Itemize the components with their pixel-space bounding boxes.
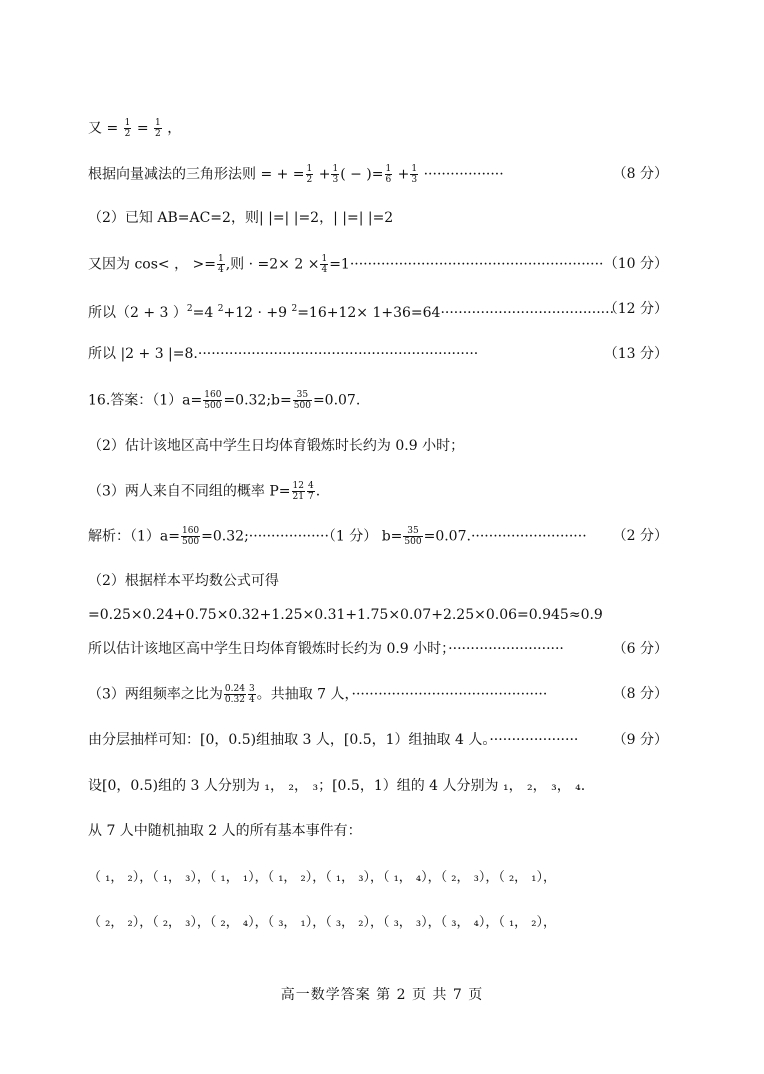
text: （ ₂， ₂），（ ₂， ₃），（ ₂， ₄），（ ₃， ₁），（ ₃， ₂），（ ₃， ₃），（ ₃， ₄），（ ₁， ₂）， [88,915,557,930]
score-label: （8 分） [612,686,668,702]
exponent: 2 [217,304,224,314]
text: ,则 · =2× 2 × [225,256,320,273]
fraction: $\frac{1}{6}$ [385,164,392,185]
text: 又因为 cos< ， >= [88,256,216,273]
fraction: $\frac{160}{500}$ [204,390,222,411]
fraction: $\frac{4}{7}$ [307,481,314,502]
score-label: （6 分） [612,641,668,657]
fraction: $\frac{35}{500}$ [293,390,311,411]
text: （2）估计该地区高中学生日均体育锻炼时长约为 0.9 小时； [88,438,465,454]
text: （3）两组频率之比为 [88,686,223,703]
text: =16+12× 1+36=64······································· [297,305,615,321]
exponent: 2 [186,304,193,314]
score-label: （9 分） [612,732,668,748]
text: 从 7 人中随机抽取 2 人的所有基本事件有： [88,823,362,839]
text: ·················· [419,166,504,183]
text: 所以（2 + 3 ） [88,305,187,321]
fraction: $\frac{1}{3}$ [332,164,339,185]
fraction: $\frac{12}{21}$ [292,481,304,502]
text: 设[0，0.5)组的 3 人分别为 ₁， ₂， ₃；[0.5，1）组的 4 人分别为 ₁， ₂， ₃， ₄. [88,778,586,794]
fraction: $\frac{1}{2}$ [306,164,313,185]
text: 所以 |2 + 3 |=8.······························································· [88,346,479,362]
fraction: $\frac{1}{2}$ [155,118,161,139]
text: ( − )= [340,166,384,183]
text: =0.32;b= [223,392,292,409]
score-label: （13 分） [603,346,668,362]
text: = [132,120,154,137]
fraction: $\frac{160}{500}$ [181,526,200,547]
text: + [393,166,410,183]
text: =0.07. [312,392,361,409]
fraction: $\frac{1}{4}$ [218,254,224,275]
text: . [315,483,321,500]
text: 。共抽取 7 人，············································ [256,686,548,703]
fraction: $\frac{35}{500}$ [404,526,422,547]
text: 16.答案：（1）a= [88,392,203,409]
text: =0.07.·························· [423,528,587,545]
text: ， [162,120,182,137]
text: + [314,166,331,183]
text: 解析：（1）a= [88,528,180,545]
fraction: $\frac{3}{4}$ [248,684,255,705]
text: （3）两人来自不同组的概率 P= [88,483,291,500]
score-label: （10 分） [603,256,668,272]
score-label: （8 分） [612,166,668,182]
text: 由分层抽样可知：[0，0.5)组抽取 3 人，[0.5，1）组抽取 4 人。···················· [88,732,579,748]
fraction: $\frac{1}{4}$ [321,254,328,275]
text: （ ₁， ₂），（ ₁， ₃），（ ₁， ₁），（ ₁， ₂），（ ₁， ₃），（ ₁， ₄），（ ₂， ₃），（ ₂， ₁）， [88,870,557,885]
text: =0.32;··················（1 分） b= [201,528,403,545]
text: 所以估计该地区高中学生日均体育锻炼时长约为 0.9 小时；·························· [88,641,564,657]
fraction: $\frac{1}{2}$ [124,118,131,139]
score-label: （12 分） [603,301,668,317]
exponent: 2 [291,304,298,314]
text: =1························································· [329,256,604,273]
text: =4 [192,305,218,321]
fraction: $\frac{1}{3}$ [411,164,418,185]
page-footer: 高一数学答案 第 2 页 共 7 页 [280,987,484,1003]
text: （2）根据样本平均数公式可得 [88,573,279,589]
text: 又 = [88,120,123,137]
text: （2）已知 AB=AC=2，则| |=| |=2，| |=| |=2 [88,210,394,226]
text: =0.25×0.24+0.75×0.32+1.25×0.31+1.75×0.07+2.25×0.06=0.945≈0.9 [88,607,603,623]
text: +12 · +9 [223,305,292,321]
text: 根据向量减法的三角形法则 = + = [88,166,305,183]
score-label: （2 分） [612,528,668,544]
fraction: $\frac{0.24}{0.32}$ [224,684,245,705]
